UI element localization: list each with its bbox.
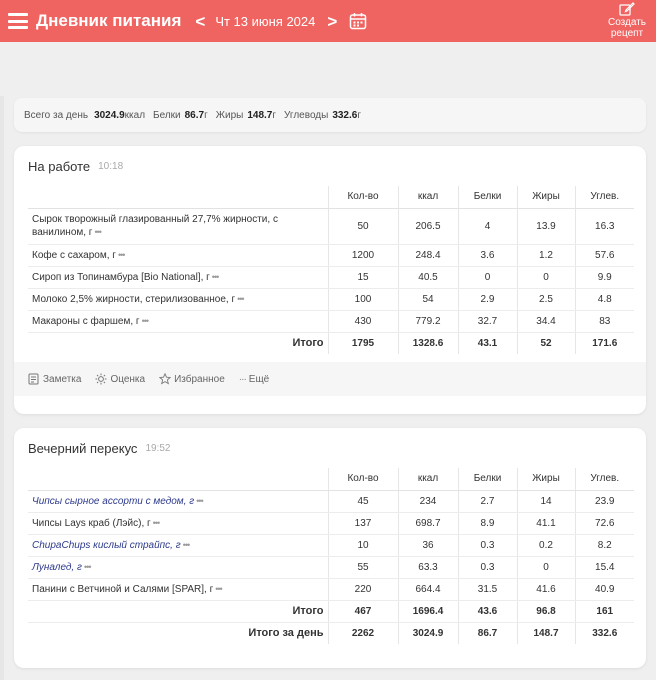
note-button[interactable] <box>28 373 81 385</box>
summary-fat-label: Жиры <box>215 109 244 121</box>
fat-cell: 41.1 <box>517 512 575 534</box>
fat-cell: 0 <box>517 556 575 578</box>
qty-cell: 15 <box>328 266 398 288</box>
more-dots-icon[interactable]: ••• <box>237 293 244 304</box>
total-carbs: 161 <box>575 600 634 622</box>
carbs-cell: 8.2 <box>575 534 634 556</box>
summary-label: Всего за день <box>24 109 89 121</box>
summary-carbs: 332.6 <box>332 109 358 121</box>
carbs-cell: 72.6 <box>575 512 634 534</box>
note-icon <box>28 373 40 385</box>
more-dots-icon[interactable]: ••• <box>94 226 101 237</box>
protein-cell: 32.7 <box>458 310 517 332</box>
carbs-cell: 16.3 <box>575 208 634 244</box>
total-protein: 43.1 <box>458 332 517 354</box>
carbs-cell: 40.9 <box>575 578 634 600</box>
summary-unit: г <box>272 109 277 121</box>
fat-cell: 14 <box>517 490 575 512</box>
meal-time: 19:52 <box>145 442 171 454</box>
fat-cell: 41.6 <box>517 578 575 600</box>
col-qty: Кол-во <box>328 468 398 490</box>
food-table <box>28 468 634 644</box>
meal-total-row <box>28 332 634 354</box>
app-title: Дневник питания <box>36 11 182 30</box>
food-name-cell[interactable] <box>28 310 328 332</box>
carbs-cell: 23.9 <box>575 490 634 512</box>
table-header-row <box>28 186 634 208</box>
edit-recipe-icon <box>619 2 635 16</box>
meal-header[interactable] <box>14 428 646 468</box>
table-row[interactable] <box>28 266 634 288</box>
total-fat: 96.8 <box>517 600 575 622</box>
qty-cell: 430 <box>328 310 398 332</box>
food-name: Молоко 2,5% жирности, стерилизованное, г <box>32 293 236 305</box>
qty-cell: 55 <box>328 556 398 578</box>
table-row[interactable] <box>28 556 634 578</box>
meal-card-work <box>14 146 646 414</box>
food-name: Панини с Ветчиной и Салями [SPAR], г <box>32 583 214 595</box>
qty-cell: 1200 <box>328 244 398 266</box>
summary-fat: 148.7 <box>247 109 273 121</box>
fat-cell: 0 <box>517 266 575 288</box>
total-fat: 52 <box>517 332 575 354</box>
meal-name: Вечерний перекус <box>28 440 138 456</box>
meal-name: На работе <box>28 158 91 174</box>
total-carbs: 171.6 <box>575 332 634 354</box>
protein-cell: 0.3 <box>458 556 517 578</box>
col-carbs: Углев. <box>575 468 634 490</box>
total-qty: 467 <box>328 600 398 622</box>
table-row[interactable] <box>28 512 634 534</box>
kcal-cell: 63.3 <box>398 556 458 578</box>
col-qty: Кол-во <box>328 186 398 208</box>
col-fat: Жиры <box>517 468 575 490</box>
day-total-protein: 86.7 <box>458 622 517 644</box>
favorite-label: Избранное <box>174 373 225 385</box>
kcal-cell: 40.5 <box>398 266 458 288</box>
protein-cell: 4 <box>458 208 517 244</box>
rating-label: Оценка <box>110 373 146 385</box>
day-total-row <box>28 622 634 644</box>
fat-cell: 1.2 <box>517 244 575 266</box>
more-dots-icon[interactable]: ••• <box>152 517 160 528</box>
qty-cell: 137 <box>328 512 398 534</box>
food-name-cell[interactable] <box>28 534 328 556</box>
day-total-fat: 148.7 <box>517 622 575 644</box>
create-recipe-label-2: рецепт <box>610 28 644 39</box>
star-icon <box>159 373 171 385</box>
food-name-cell[interactable] <box>28 512 328 534</box>
qty-cell: 220 <box>328 578 398 600</box>
food-name-cell[interactable] <box>28 578 328 600</box>
qty-cell: 10 <box>328 534 398 556</box>
fat-cell: 34.4 <box>517 310 575 332</box>
note-label: Заметка <box>43 373 82 385</box>
create-recipe-button[interactable] <box>604 2 650 39</box>
food-table <box>28 186 634 354</box>
carbs-cell: 83 <box>575 310 634 332</box>
sun-icon <box>95 373 107 385</box>
food-name: Чипсы Lays краб (Лэйс), г <box>32 517 151 529</box>
more-dots-icon[interactable]: ••• <box>117 249 125 260</box>
calendar-icon[interactable] <box>349 12 367 30</box>
food-name-cell[interactable] <box>28 288 328 310</box>
table-row[interactable] <box>28 244 634 266</box>
carbs-cell: 9.9 <box>575 266 634 288</box>
favorite-button[interactable] <box>159 373 225 385</box>
protein-cell: 2.9 <box>458 288 517 310</box>
fat-cell: 13.9 <box>517 208 575 244</box>
food-name: Сырок творожный глазированный 27,7% жирности, с ванилином, г <box>32 213 278 238</box>
kcal-cell: 234 <box>398 490 458 512</box>
table-row[interactable] <box>28 578 634 600</box>
qty-cell: 50 <box>328 208 398 244</box>
summary-unit: г <box>204 109 208 121</box>
qty-cell: 100 <box>328 288 398 310</box>
protein-cell: 3.6 <box>458 244 517 266</box>
create-recipe-label-1: Создать <box>607 17 646 28</box>
col-kcal: ккал <box>398 186 458 208</box>
meal-total-row <box>28 600 634 622</box>
kcal-cell: 248.4 <box>398 244 458 266</box>
summary-protein-label: Белки <box>153 109 181 121</box>
col-protein: Белки <box>458 468 517 490</box>
current-date[interactable]: Чт 13 июня 2024 <box>215 13 316 29</box>
more-dots-icon: ··· <box>238 373 246 385</box>
table-header-row <box>28 468 634 490</box>
kcal-cell: 54 <box>398 288 458 310</box>
rating-button[interactable] <box>95 373 145 385</box>
summary-kcal: 3024.9 <box>94 109 125 121</box>
protein-cell: 0 <box>458 266 517 288</box>
food-name-cell[interactable] <box>28 208 328 244</box>
protein-cell: 0.3 <box>458 534 517 556</box>
more-dots-icon[interactable]: ••• <box>141 315 149 326</box>
fat-cell: 2.5 <box>517 288 575 310</box>
protein-cell: 8.9 <box>458 512 517 534</box>
meal-header[interactable] <box>14 146 646 186</box>
col-carbs: Углев. <box>575 186 634 208</box>
summary-protein: 86.7 <box>184 109 205 121</box>
day-total-kcal: 3024.9 <box>398 622 458 644</box>
day-summary <box>14 98 646 132</box>
prev-day-button[interactable]: < <box>195 11 206 31</box>
next-day-button[interactable]: > <box>327 11 338 31</box>
meal-actions-bar <box>14 362 646 396</box>
food-name: ChupaChups кислый страйпс, г <box>32 539 181 551</box>
table-row[interactable] <box>28 208 634 244</box>
qty-cell: 45 <box>328 490 398 512</box>
total-label: Итого <box>292 337 324 350</box>
kcal-cell: 36 <box>398 534 458 556</box>
col-name <box>28 468 328 490</box>
kcal-cell: 779.2 <box>398 310 458 332</box>
total-protein: 43.6 <box>458 600 517 622</box>
kcal-cell: 698.7 <box>398 512 458 534</box>
food-name-cell[interactable] <box>28 266 328 288</box>
meal-time: 10:18 <box>98 160 124 172</box>
summary-kcal-unit: ккал <box>124 109 146 121</box>
col-name <box>28 186 328 208</box>
more-button[interactable] <box>239 374 269 385</box>
carbs-cell: 57.6 <box>575 244 634 266</box>
total-kcal: 1328.6 <box>398 332 458 354</box>
food-name-cell[interactable] <box>28 490 328 512</box>
protein-cell: 2.7 <box>458 490 517 512</box>
more-dots-icon[interactable]: ••• <box>182 539 190 550</box>
menu-icon[interactable] <box>8 13 28 29</box>
summary-carbs-label: Углеводы <box>284 109 329 121</box>
kcal-cell: 664.4 <box>398 578 458 600</box>
table-row[interactable] <box>28 310 634 332</box>
carbs-cell: 4.8 <box>575 288 634 310</box>
table-row[interactable] <box>28 490 634 512</box>
food-name: Сироп из Топинамбура [Bio National], г <box>32 271 210 283</box>
food-name-cell[interactable] <box>28 244 328 266</box>
table-row[interactable] <box>28 288 634 310</box>
summary-unit: г <box>357 109 361 121</box>
day-total-carbs: 332.6 <box>575 622 634 644</box>
carbs-cell: 15.4 <box>575 556 634 578</box>
table-row[interactable] <box>28 534 634 556</box>
left-panel-edge <box>0 96 4 680</box>
more-dots-icon[interactable]: ••• <box>83 561 91 572</box>
protein-cell: 31.5 <box>458 578 517 600</box>
food-name: Луналед, г <box>32 561 82 573</box>
more-dots-icon[interactable]: ••• <box>196 495 203 506</box>
total-qty: 1795 <box>328 332 398 354</box>
fat-cell: 0.2 <box>517 534 575 556</box>
more-label: Ещё <box>248 373 270 385</box>
col-protein: Белки <box>458 186 517 208</box>
meal-card-evening <box>14 428 646 668</box>
food-name-cell[interactable] <box>28 556 328 578</box>
more-dots-icon[interactable]: ••• <box>211 271 219 282</box>
top-bar <box>0 0 656 42</box>
col-kcal: ккал <box>398 468 458 490</box>
total-label: Итого <box>28 600 328 622</box>
kcal-cell: 206.5 <box>398 208 458 244</box>
more-dots-icon[interactable]: ••• <box>215 583 222 594</box>
food-name: Макароны с фаршем, г <box>32 315 140 327</box>
col-fat: Жиры <box>517 186 575 208</box>
day-total-qty: 2262 <box>328 622 398 644</box>
day-total-label: Итого за день <box>248 627 324 640</box>
food-name: Кофе с сахаром, г <box>32 249 116 261</box>
total-kcal: 1696.4 <box>398 600 458 622</box>
food-name: Чипсы сырное ассорти с медом, г <box>32 495 195 507</box>
